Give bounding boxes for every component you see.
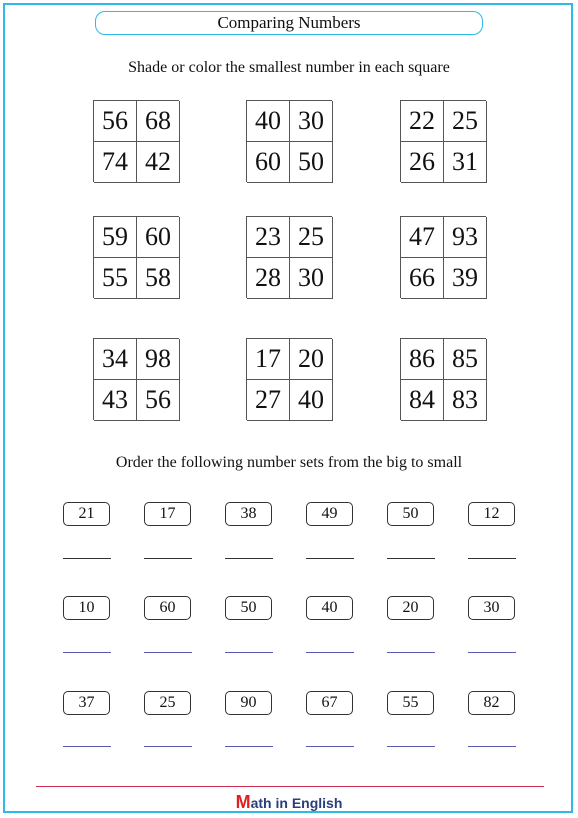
number-square-7: [93, 338, 179, 420]
square-number[interactable]: 68: [137, 101, 180, 142]
instruction-order: Order the following number sets from the big to small: [115, 454, 463, 471]
answer-blank[interactable]: [144, 652, 192, 653]
number-square-6: [400, 216, 486, 298]
square-number[interactable]: 93: [444, 217, 487, 258]
answer-blank[interactable]: [225, 746, 273, 747]
square-number[interactable]: 58: [137, 258, 180, 299]
answer-blank[interactable]: [63, 746, 111, 747]
number-box: 50: [387, 502, 434, 526]
answer-blank[interactable]: [387, 652, 435, 653]
number-box: 55: [387, 691, 434, 715]
number-box: 10: [63, 596, 110, 620]
square-number[interactable]: 98: [137, 339, 180, 380]
answer-blank[interactable]: [63, 558, 111, 559]
number-box: 49: [306, 502, 353, 526]
square-number[interactable]: 39: [444, 258, 487, 299]
answer-blank[interactable]: [387, 558, 435, 559]
square-number[interactable]: 25: [444, 101, 487, 142]
square-number[interactable]: 56: [94, 101, 137, 142]
instruction-shade: Shade or color the smallest number in each square: [128, 59, 450, 76]
logo-text: ath in English: [250, 795, 343, 811]
page-title: Comparing Numbers: [95, 11, 483, 35]
number-box: 82: [468, 691, 515, 715]
answer-blank[interactable]: [63, 652, 111, 653]
number-box: 60: [144, 596, 191, 620]
logo-initial: M: [235, 792, 251, 812]
answer-blank[interactable]: [387, 746, 435, 747]
square-number[interactable]: 60: [137, 217, 180, 258]
footer-divider: [36, 786, 544, 787]
site-logo: [0, 792, 578, 813]
answer-blank[interactable]: [468, 558, 516, 559]
number-box: 67: [306, 691, 353, 715]
answer-blank[interactable]: [306, 652, 354, 653]
square-number[interactable]: 66: [401, 258, 444, 299]
square-number[interactable]: 55: [94, 258, 137, 299]
answer-blank[interactable]: [306, 558, 354, 559]
number-box: 21: [63, 502, 110, 526]
square-number[interactable]: 22: [401, 101, 444, 142]
square-number[interactable]: 40: [290, 380, 333, 421]
square-number[interactable]: 50: [290, 142, 333, 183]
square-number[interactable]: 43: [94, 380, 137, 421]
answer-blank[interactable]: [468, 652, 516, 653]
number-box: 50: [225, 596, 272, 620]
square-number[interactable]: 85: [444, 339, 487, 380]
square-number[interactable]: 86: [401, 339, 444, 380]
square-number[interactable]: 23: [247, 217, 290, 258]
square-number[interactable]: 60: [247, 142, 290, 183]
number-box: 17: [144, 502, 191, 526]
number-square-8: [246, 338, 332, 420]
answer-blank[interactable]: [225, 652, 273, 653]
square-number[interactable]: 25: [290, 217, 333, 258]
number-box: 90: [225, 691, 272, 715]
answer-blank[interactable]: [225, 558, 273, 559]
number-box: 12: [468, 502, 515, 526]
square-number[interactable]: 20: [290, 339, 333, 380]
number-square-9: [400, 338, 486, 420]
answer-blank[interactable]: [144, 746, 192, 747]
number-box: 25: [144, 691, 191, 715]
number-square-2: [246, 100, 332, 182]
number-square-4: [93, 216, 179, 298]
square-number[interactable]: 26: [401, 142, 444, 183]
square-number[interactable]: 34: [94, 339, 137, 380]
square-number[interactable]: 84: [401, 380, 444, 421]
square-number[interactable]: 47: [401, 217, 444, 258]
square-number[interactable]: 42: [137, 142, 180, 183]
number-square-1: [93, 100, 179, 182]
number-box: 38: [225, 502, 272, 526]
square-number[interactable]: 27: [247, 380, 290, 421]
number-box: 20: [387, 596, 434, 620]
answer-blank[interactable]: [306, 746, 354, 747]
square-number[interactable]: 59: [94, 217, 137, 258]
square-number[interactable]: 30: [290, 101, 333, 142]
square-number[interactable]: 30: [290, 258, 333, 299]
square-number[interactable]: 40: [247, 101, 290, 142]
number-box: 40: [306, 596, 353, 620]
answer-blank[interactable]: [144, 558, 192, 559]
square-number[interactable]: 31: [444, 142, 487, 183]
square-number[interactable]: 74: [94, 142, 137, 183]
number-square-3: [400, 100, 486, 182]
answer-blank[interactable]: [468, 746, 516, 747]
square-number[interactable]: 83: [444, 380, 487, 421]
square-number[interactable]: 17: [247, 339, 290, 380]
square-number[interactable]: 28: [247, 258, 290, 299]
square-number[interactable]: 56: [137, 380, 180, 421]
number-box: 37: [63, 691, 110, 715]
number-box: 30: [468, 596, 515, 620]
number-square-5: [246, 216, 332, 298]
